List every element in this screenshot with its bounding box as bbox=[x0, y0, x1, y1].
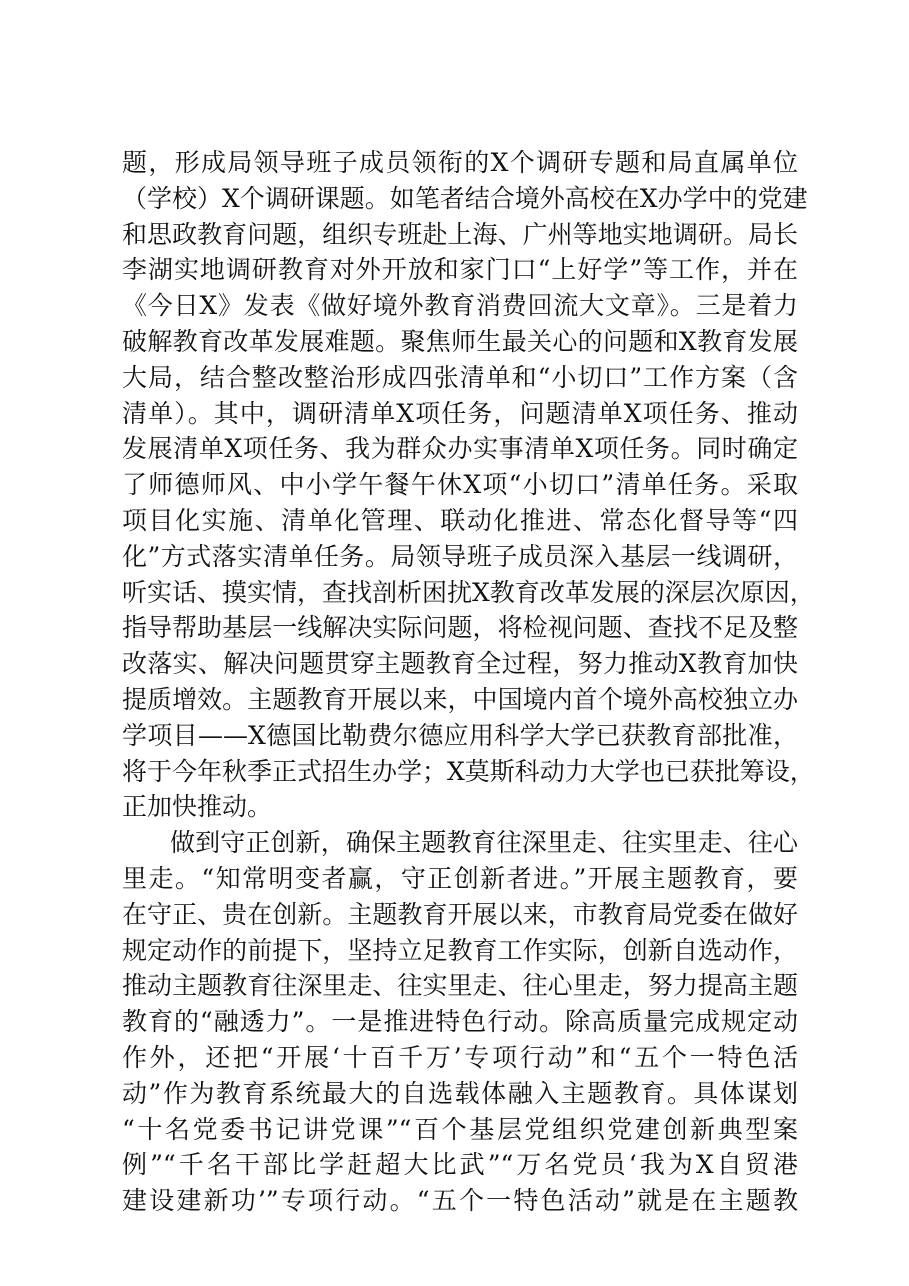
text-line: 提质增效。主题教育开展以来，中国境内首个境外高校独立办 bbox=[122, 684, 798, 714]
text-line: 大局，结合整改整治形成四张清单和“小切口”工作方案（含 bbox=[122, 362, 798, 392]
text-line: 了师德师风、中小学午餐午休X项“小切口”清单任务。采取 bbox=[122, 470, 798, 500]
text-line: 发展清单X项任务、我为群众办实事清单X项任务。同时确定 bbox=[122, 434, 798, 464]
text-line: 学项目——X德国比勒费尔德应用科学大学已获教育部批准， bbox=[122, 720, 798, 750]
text-line: 清单）。其中，调研清单X项任务，问题清单X项任务、推动 bbox=[122, 398, 798, 428]
body-text bbox=[122, 145, 815, 1219]
text-line: 改落实、解决问题贯穿主题教育全过程，努力推动X教育加快 bbox=[122, 649, 798, 679]
text-line: 推动主题教育往深里走、往实里走、往心里走，努力提高主题 bbox=[122, 971, 798, 1001]
text-line: 指导帮助基层一线解决实际问题，将检视问题、查找不足及整 bbox=[122, 613, 798, 643]
text-line: 题，形成局领导班子成员领衔的X个调研专题和局直属单位 bbox=[122, 148, 798, 177]
text-line: 作外，还把“开展‘十百千万’专项行动”和“五个一特色活 bbox=[122, 1042, 798, 1072]
text-line: 李湖实地调研教育对外开放和家门口“上好学”等工作，并在 bbox=[122, 255, 798, 285]
text-line: （学校）X个调研课题。如笔者结合境外高校在X办学中的党建 bbox=[122, 183, 808, 213]
text-line: 里走。“知常明变者赢，守正创新者进。”开展主题教育，要 bbox=[122, 863, 798, 893]
text-line: 规定动作的前提下，坚持立足教育工作实际，创新自选动作， bbox=[122, 935, 798, 965]
text-line: 破解教育改革发展难题。聚焦师生最关心的问题和X教育发展 bbox=[122, 326, 798, 356]
text-line: “十名党委书记讲党课”“百个基层党组织党建创新典型案 bbox=[122, 1114, 798, 1144]
text-line: 正加快推动。 bbox=[122, 792, 273, 822]
text-line: 例”“千名干部比学赶超大比武”“万名党员‘我为X自贸港 bbox=[122, 1150, 798, 1180]
text-line: 和思政教育问题，组织专班赴上海、广州等地实地调研。局长 bbox=[122, 219, 798, 249]
text-line: 动”作为教育系统最大的自选载体融入主题教育。具体谋划 bbox=[122, 1078, 798, 1108]
text-line: 教育的“融透力”。一是推进特色行动。除高质量完成规定动 bbox=[122, 1007, 798, 1037]
text-line: 项目化实施、清单化管理、联动化推进、常态化督导等“四 bbox=[122, 505, 798, 535]
text-line: 建设建新功’”专项行动。“五个一特色活动”就是在主题教 bbox=[122, 1186, 798, 1216]
text-line: 将于今年秋季正式招生办学；X莫斯科动力大学也已获批筹设， bbox=[122, 756, 815, 786]
text-line: 化”方式落实清单任务。局领导班子成员深入基层一线调研， bbox=[122, 541, 798, 571]
text-line: 听实话、摸实情，查找剖析困扰X教育改革发展的深层次原因， bbox=[122, 577, 815, 607]
text-line: 在守正、贵在创新。主题教育开展以来，市教育局党委在做好 bbox=[122, 899, 798, 929]
paragraph-start-line: 做到守正创新，确保主题教育往深里走、往实里走、往心 bbox=[170, 828, 798, 858]
text-line: 《今日X》发表《做好境外教育消费回流大文章》。三是着力 bbox=[122, 291, 798, 321]
